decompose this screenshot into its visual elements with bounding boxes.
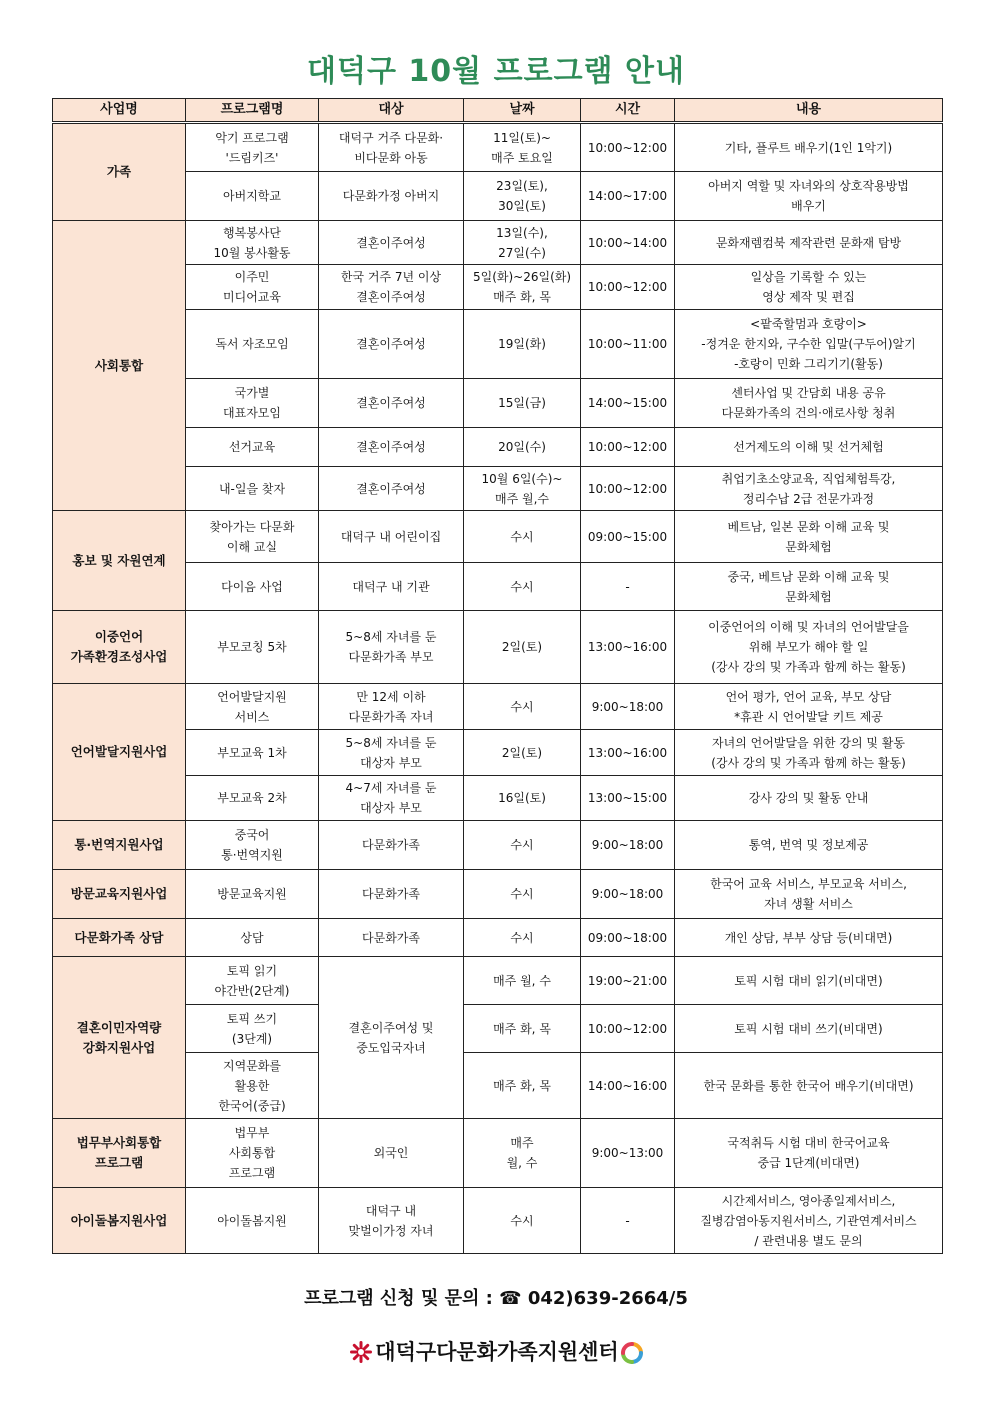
content-cell: 강사 강의 및 활동 안내 [675, 776, 943, 821]
date-cell: 수시 [464, 1188, 581, 1254]
table-row [53, 919, 943, 957]
time-cell: 10:00~11:00 [581, 310, 675, 379]
table-row [53, 265, 943, 310]
content-cell: 중국, 베트남 문화 이해 교육 및 문화체험 [675, 563, 943, 611]
target-cell: 5~8세 자녀를 둔 다문화가족 부모 [319, 611, 464, 684]
content-cell: 시간제서비스, 영아종일제서비스, 질병감염아동지원서비스, 기관연계서비스 / 관련내용 별도 문의 [675, 1188, 943, 1254]
content-cell: <팥죽할멈과 호랑이> -정겨운 한지와, 구수한 입말(구두어)알기 -호랑이 민화 그리기기(활동) [675, 310, 943, 379]
content-cell: 한국 문화를 통한 한국어 배우기(비대면) [675, 1053, 943, 1119]
time-cell: - [581, 1188, 675, 1254]
target-cell: 다문화가족 [319, 870, 464, 919]
date-cell: 수시 [464, 821, 581, 870]
program-name: 언어발달지원 서비스 [186, 684, 319, 730]
business-name: 사회통합 [53, 221, 186, 511]
swirl-logo-icon [621, 1342, 643, 1369]
header-program: 프로그램명 [186, 99, 319, 123]
header-business: 사업명 [53, 99, 186, 123]
date-cell: 매주 월, 수 [464, 1119, 581, 1188]
target-cell: 대덕구 내 어린이집 [319, 511, 464, 563]
business-name: 언어발달지원사업 [53, 684, 186, 821]
target-cell: 대덕구 내 맞벌이가정 자녀 [319, 1188, 464, 1254]
table-row [53, 379, 943, 428]
business-name: 방문교육지원사업 [53, 870, 186, 919]
target-cell: 다문화가족 [319, 919, 464, 957]
program-name: 독서 자조모임 [186, 310, 319, 379]
target-cell: 결혼이주여성 [319, 428, 464, 467]
program-name: 찾아가는 다문화 이해 교실 [186, 511, 319, 563]
center-logo-icon [349, 1340, 373, 1369]
time-cell: 10:00~12:00 [581, 467, 675, 511]
target-cell: 외국인 [319, 1119, 464, 1188]
time-cell: 09:00~15:00 [581, 511, 675, 563]
business-name: 이중언어 가족환경조성사업 [53, 611, 186, 684]
table-row [53, 1005, 943, 1053]
time-cell: 9:00~18:00 [581, 870, 675, 919]
date-cell: 2일(토) [464, 730, 581, 776]
footer-org [0, 1336, 992, 1369]
content-cell: 베트남, 일본 문화 이해 교육 및 문화체험 [675, 511, 943, 563]
program-name: 행복봉사단 10월 봉사활동 [186, 221, 319, 265]
time-cell: 09:00~18:00 [581, 919, 675, 957]
target-cell: 만 12세 이하 다문화가족 자녀 [319, 684, 464, 730]
content-cell: 개인 상담, 부부 상담 등(비대면) [675, 919, 943, 957]
target-cell: 결혼이주여성 [319, 379, 464, 428]
date-cell: 20일(수) [464, 428, 581, 467]
phone-icon: ☎ [499, 1288, 522, 1309]
content-cell: 센터사업 및 간담회 내용 공유 다문화가족의 건의·애로사항 청취 [675, 379, 943, 428]
target-cell: 대덕구 내 기관 [319, 563, 464, 611]
time-cell: 10:00~14:00 [581, 221, 675, 265]
table-row [53, 870, 943, 919]
time-cell: 14:00~17:00 [581, 172, 675, 221]
table-row [53, 730, 943, 776]
time-cell: 10:00~12:00 [581, 1005, 675, 1053]
target-cell: 다문화가정 아버지 [319, 172, 464, 221]
date-cell: 19일(화) [464, 310, 581, 379]
content-cell: 통역, 번역 및 정보제공 [675, 821, 943, 870]
content-cell: 토픽 시험 대비 읽기(비대면) [675, 957, 943, 1005]
table-row [53, 172, 943, 221]
table-row [53, 821, 943, 870]
time-cell: 13:00~16:00 [581, 730, 675, 776]
date-cell: 수시 [464, 563, 581, 611]
time-cell: 10:00~12:00 [581, 123, 675, 172]
table-row [53, 1119, 943, 1188]
program-name: 방문교육지원 [186, 870, 319, 919]
date-cell: 수시 [464, 511, 581, 563]
business-name: 아이돌봄지원사업 [53, 1188, 186, 1254]
time-cell: 14:00~16:00 [581, 1053, 675, 1119]
content-cell: 토픽 시험 대비 쓰기(비대면) [675, 1005, 943, 1053]
date-cell: 매주 화, 목 [464, 1005, 581, 1053]
table-row [53, 957, 943, 1005]
time-cell: 9:00~13:00 [581, 1119, 675, 1188]
content-cell: 기타, 플루트 배우기(1인 1악기) [675, 123, 943, 172]
program-name: 토픽 쓰기 (3단계) [186, 1005, 319, 1053]
business-name: 결혼이민자역량 강화지원사업 [53, 957, 186, 1119]
content-cell: 아버지 역할 및 자녀와의 상호작용방법 배우기 [675, 172, 943, 221]
business-name: 법무부사회통합 프로그램 [53, 1119, 186, 1188]
target-cell: 결혼이주여성 [319, 467, 464, 511]
date-cell: 11일(토)~ 매주 토요일 [464, 123, 581, 172]
date-cell: 23일(토), 30일(토) [464, 172, 581, 221]
program-name: 아버지학교 [186, 172, 319, 221]
program-name: 상담 [186, 919, 319, 957]
program-name: 다이음 사업 [186, 563, 319, 611]
table-header-row [53, 99, 943, 123]
content-cell: 이중언어의 이해 및 자녀의 언어발달을 위해 부모가 해야 할 일 (강사 강의 및 가족과 함께 하는 활동) [675, 611, 943, 684]
program-name: 아이돌봄지원 [186, 1188, 319, 1254]
program-name: 부모코칭 5차 [186, 611, 319, 684]
contact-line [0, 1284, 992, 1310]
time-cell: 9:00~18:00 [581, 684, 675, 730]
content-cell: 취업기초소양교육, 직업체험특강, 정리수납 2급 전문가과정 [675, 467, 943, 511]
header-date: 날짜 [464, 99, 581, 123]
content-cell: 선거제도의 이해 및 선거체험 [675, 428, 943, 467]
target-cell: 한국 거주 7년 이상 결혼이주여성 [319, 265, 464, 310]
header-target: 대상 [319, 99, 464, 123]
date-cell: 2일(토) [464, 611, 581, 684]
time-cell: 9:00~18:00 [581, 821, 675, 870]
time-cell: 13:00~16:00 [581, 611, 675, 684]
business-name: 홍보 및 자원연계 [53, 511, 186, 611]
table-row [53, 776, 943, 821]
program-name: 토픽 읽기 야간반(2단계) [186, 957, 319, 1005]
table-row [53, 428, 943, 467]
content-cell: 문화재렘컴북 제작관련 문화재 탐방 [675, 221, 943, 265]
target-cell: 결혼이주여성 및 중도입국자녀 [319, 957, 464, 1119]
time-cell: 14:00~15:00 [581, 379, 675, 428]
table-row [53, 1053, 943, 1119]
table-row [53, 1188, 943, 1254]
content-cell: 한국어 교육 서비스, 부모교육 서비스, 자녀 생활 서비스 [675, 870, 943, 919]
table-row [53, 684, 943, 730]
date-cell: 10월 6일(수)~ 매주 월,수 [464, 467, 581, 511]
table-row [53, 563, 943, 611]
org-name: 대덕구다문화가족지원센터 [375, 1340, 619, 1364]
content-cell: 자녀의 언어발달을 위한 강의 및 활동 (강사 강의 및 가족과 함께 하는 활동) [675, 730, 943, 776]
table-row [53, 310, 943, 379]
program-name: 선거교육 [186, 428, 319, 467]
time-cell: 10:00~12:00 [581, 428, 675, 467]
target-cell: 다문화가족 [319, 821, 464, 870]
target-cell: 대덕구 거주 다문화· 비다문화 아동 [319, 123, 464, 172]
date-cell: 수시 [464, 684, 581, 730]
date-cell: 매주 월, 수 [464, 957, 581, 1005]
contact-phone: 042)639-2664/5 [527, 1288, 688, 1309]
page-title: 대덕구 10월 프로그램 안내 [307, 54, 685, 89]
date-cell: 매주 화, 목 [464, 1053, 581, 1119]
target-cell: 결혼이주여성 [319, 221, 464, 265]
table-row [53, 467, 943, 511]
time-cell: 10:00~12:00 [581, 265, 675, 310]
program-table [52, 98, 943, 1254]
program-name: 국가별 대표자모임 [186, 379, 319, 428]
target-cell: 5~8세 자녀를 둔 대상자 부모 [319, 730, 464, 776]
program-name: 내-일을 찾자 [186, 467, 319, 511]
time-cell: 13:00~15:00 [581, 776, 675, 821]
time-cell: - [581, 563, 675, 611]
date-cell: 수시 [464, 870, 581, 919]
program-name: 지역문화를 활용한 한국어(중급) [186, 1053, 319, 1119]
program-name: 이주민 미디어교육 [186, 265, 319, 310]
date-cell: 수시 [464, 919, 581, 957]
program-name: 악기 프로그램 '드림키즈' [186, 123, 319, 172]
program-name: 중국어 통·번역지원 [186, 821, 319, 870]
business-name: 통·번역지원사업 [53, 821, 186, 870]
date-cell: 15일(금) [464, 379, 581, 428]
date-cell: 5일(화)~26일(화) 매주 화, 목 [464, 265, 581, 310]
table-row [53, 123, 943, 172]
contact-label: 프로그램 신청 및 문의 : [304, 1288, 493, 1309]
date-cell: 13일(수), 27일(수) [464, 221, 581, 265]
table-row [53, 221, 943, 265]
program-name: 부모교육 2차 [186, 776, 319, 821]
table-row [53, 511, 943, 563]
time-cell: 19:00~21:00 [581, 957, 675, 1005]
content-cell: 일상을 기록할 수 있는 영상 제작 및 편집 [675, 265, 943, 310]
header-content: 내용 [675, 99, 943, 123]
content-cell: 국적취득 시험 대비 한국어교육 중급 1단계(비대면) [675, 1119, 943, 1188]
business-name: 다문화가족 상담 [53, 919, 186, 957]
header-time: 시간 [581, 99, 675, 123]
target-cell: 결혼이주여성 [319, 310, 464, 379]
table-row [53, 611, 943, 684]
business-name: 가족 [53, 123, 186, 221]
date-cell: 16일(토) [464, 776, 581, 821]
target-cell: 4~7세 자녀를 둔 대상자 부모 [319, 776, 464, 821]
program-name: 부모교육 1차 [186, 730, 319, 776]
program-name: 법무부 사회통합 프로그램 [186, 1119, 319, 1188]
content-cell: 언어 평가, 언어 교육, 부모 상담 *휴관 시 언어발달 키트 제공 [675, 684, 943, 730]
